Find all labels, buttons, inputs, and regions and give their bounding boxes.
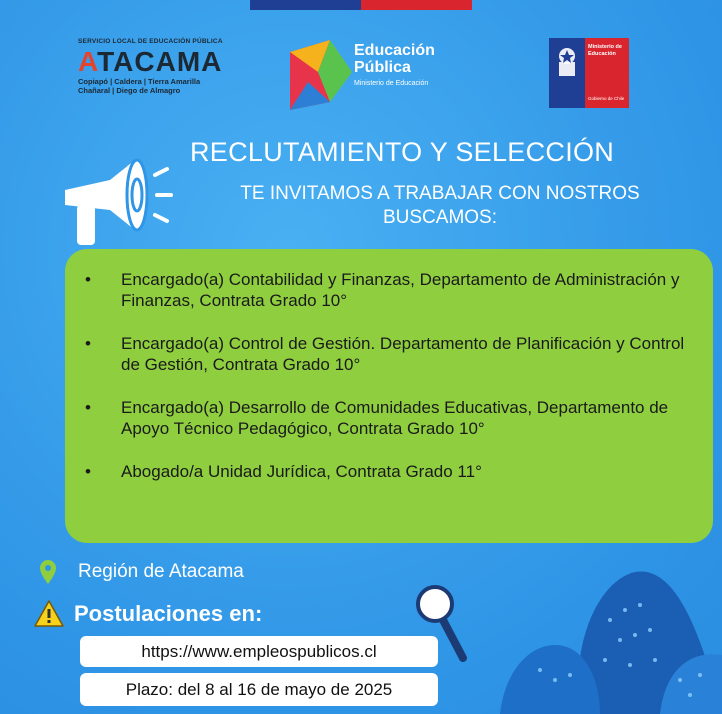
flag-bar [250, 0, 472, 10]
atacama-name: ATACAMA [78, 46, 223, 77]
postulaciones-row [34, 600, 262, 627]
atacama-comunas-1: Copiapó | Caldera | Tierra Amarilla [78, 77, 201, 86]
page-title: RECLUTAMIENTO Y SELECCIÓN [190, 137, 615, 167]
region-row [40, 560, 244, 584]
job-item: • Abogado/a Unidad Jurídica, Contrata Grado 11° [85, 461, 705, 482]
jobs-box [65, 249, 713, 543]
location-pin-icon [40, 560, 56, 584]
plazo-label: Plazo: del 8 al 16 de mayo de 2025 [80, 673, 438, 706]
edu-title-1: Educación [354, 42, 435, 59]
job-item: • Encargado(a) Desarrollo de Comunidades Educativas, Departamento de Apoyo Técnico Pedagógico, Contrata Grado 10° [85, 397, 705, 439]
jobs-list [85, 269, 705, 504]
warning-icon [34, 600, 64, 627]
atacama-comunas-2: Chañaral | Diego de Almagro [78, 86, 181, 95]
edu-subtitle: Ministerio de Educación [354, 80, 429, 87]
logo-educacion-publica [290, 32, 460, 112]
logo-ministerio [549, 38, 629, 108]
ministerio-title: Ministerio de Educación [588, 44, 622, 57]
magnifier-icon [415, 584, 475, 664]
gobierno-label: Gobierno de Chile [588, 96, 625, 101]
subtitle-line-2: BUSCAMOS: [382, 207, 498, 228]
edu-title-2: Pública [354, 59, 411, 76]
postulaciones-label: Postulaciones en: [74, 600, 263, 626]
logo-atacama [78, 38, 223, 95]
decorative-shapes-icon [460, 560, 722, 714]
page-subtitle [190, 182, 690, 230]
coat-of-arms-icon [549, 42, 585, 82]
subtitle-line-1: TE INVITAMOS A TRABAJAR CON NOSTROS [240, 183, 640, 204]
url-link[interactable]: https://www.empleospublicos.cl [80, 636, 438, 667]
atacama-service-label: SERVICIO LOCAL DE EDUCACIÓN PÚBLICA [78, 38, 223, 45]
job-item: • Encargado(a) Control de Gestión. Departamento de Planificación y Control de Gestión, Contrata Grado 10° [85, 333, 705, 375]
job-item: • Encargado(a) Contabilidad y Finanzas, Departamento de Administración y Finanzas, Contrata Grado 10° [85, 269, 705, 311]
region-label: Región de Atacama [78, 561, 244, 582]
megaphone-icon [55, 145, 175, 255]
educacion-publica-mark-icon [290, 32, 352, 112]
